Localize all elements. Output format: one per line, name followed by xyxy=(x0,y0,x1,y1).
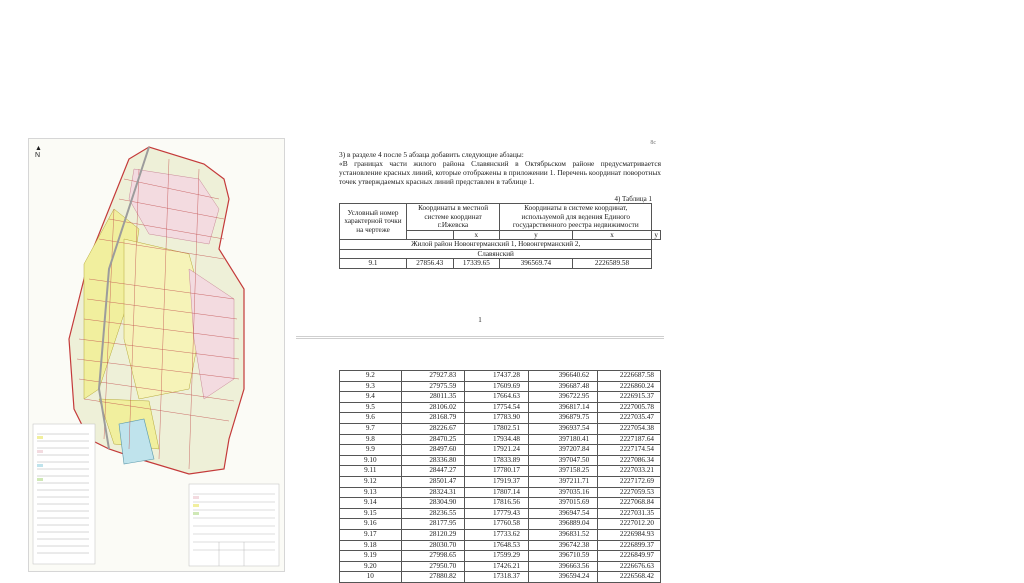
coordinates-table-header xyxy=(339,203,661,269)
cell-y-local: 17934.48 xyxy=(465,434,529,445)
north-label: N xyxy=(35,152,41,159)
table-row xyxy=(340,561,661,572)
district-name-line1: Жилой район Новонгерманский 1, Новонгерманский 2, xyxy=(340,240,652,250)
cell-x-local: 28324.31 xyxy=(401,487,465,498)
cell-x-state: 396594.24 xyxy=(528,572,597,583)
cell-point: 9.3 xyxy=(340,381,402,392)
coordinates-table-continued xyxy=(339,370,661,583)
cell-y-local: 17599.29 xyxy=(465,551,529,562)
cell-y-local: 17807.14 xyxy=(465,487,529,498)
cell-x-local: 28447.27 xyxy=(401,466,465,477)
cell-x-state: 397180.41 xyxy=(528,434,597,445)
table-row xyxy=(340,498,661,509)
cell-x-local: 28470.25 xyxy=(401,434,465,445)
cell-y-state: 2227187.64 xyxy=(598,434,661,445)
cell-x-local: 27880.82 xyxy=(401,572,465,583)
table-row xyxy=(340,371,661,382)
cell-x-local: 28030.70 xyxy=(401,540,465,551)
cell-x-state: 396817.14 xyxy=(528,402,597,413)
district-name-line2: Славянский xyxy=(340,249,652,259)
cell-point: 9.11 xyxy=(340,466,402,477)
cell-point: 9.13 xyxy=(340,487,402,498)
cell-point: 9.16 xyxy=(340,519,402,530)
cell-x-state: 396947.54 xyxy=(528,508,597,519)
cell-x-local: 28177.95 xyxy=(401,519,465,530)
header-local-coords: Координаты в местной системе координат г.Ижевска xyxy=(407,204,500,231)
map-legend xyxy=(33,424,95,564)
cell-y-state: 2227005.78 xyxy=(598,402,661,413)
table-row xyxy=(340,487,661,498)
table-row xyxy=(340,476,661,487)
cell-x-state: 396687.48 xyxy=(528,381,597,392)
cell-y-local: 17426.21 xyxy=(465,561,529,572)
cell-x-state: 397158.25 xyxy=(528,466,597,477)
cell-y-local: 17779.43 xyxy=(465,508,529,519)
cell-x-state: 396937.54 xyxy=(528,423,597,434)
table-row xyxy=(340,540,661,551)
cell-x-local: 28497.60 xyxy=(401,445,465,456)
cell-y-state: 2226568.42 xyxy=(598,572,661,583)
cell-y-local: 17437.28 xyxy=(465,371,529,382)
cell-x-state: 396710.59 xyxy=(528,551,597,562)
cell-y-state: 2227031.35 xyxy=(598,508,661,519)
cell-x-state: 397207.84 xyxy=(528,445,597,456)
cell-y-state: 2226899.37 xyxy=(598,540,661,551)
cell-y-local: 17754.54 xyxy=(465,402,529,413)
cell-point: 10 xyxy=(340,572,402,583)
cell-x-state: 397015.69 xyxy=(528,498,597,509)
cell-point: 9.1 xyxy=(340,259,407,269)
cell-y-state: 2227174.54 xyxy=(598,445,661,456)
header-y-local: y xyxy=(500,230,572,240)
amendment-paragraph: «В границах части жилого района Славянский в Октябрьском районе предусматривается установление красных линий, которые отображены в приложении 1. Перечень координат поворотных точек утверждаемых красных линий представлен в таблице 1. xyxy=(339,159,661,186)
cell-x-local: 28226.67 xyxy=(401,423,465,434)
cell-point: 9.19 xyxy=(340,551,402,562)
cell-point: 9.17 xyxy=(340,529,402,540)
cell-point: 9.15 xyxy=(340,508,402,519)
cell-x-state: 396569.74 xyxy=(500,259,572,269)
title-block xyxy=(189,484,279,566)
cell-point: 9.20 xyxy=(340,561,402,572)
cell-y-local: 17816.56 xyxy=(465,498,529,509)
cell-x-local: 28011.35 xyxy=(401,392,465,403)
cell-y-local: 17783.90 xyxy=(465,413,529,424)
table-row xyxy=(340,259,661,269)
cell-x-local: 28106.02 xyxy=(401,402,465,413)
header-point-number: Условный номер характерной точки на чертеже xyxy=(340,204,407,240)
cell-x-state: 396722.95 xyxy=(528,392,597,403)
cell-y-state: 2226984.93 xyxy=(598,529,661,540)
cell-x-state: 396742.38 xyxy=(528,540,597,551)
table-row xyxy=(340,529,661,540)
table-row xyxy=(340,434,661,445)
cell-y-local: 17919.37 xyxy=(465,476,529,487)
cell-y-local: 17609.69 xyxy=(465,381,529,392)
cell-y-state: 2227012.20 xyxy=(598,519,661,530)
cell-point: 9.2 xyxy=(340,371,402,382)
table-row xyxy=(340,381,661,392)
table-row xyxy=(340,402,661,413)
table-row xyxy=(340,519,661,530)
cell-x-local: 27950.70 xyxy=(401,561,465,572)
cell-x-state: 396640.62 xyxy=(528,371,597,382)
north-arrow-icon: ▲ xyxy=(35,145,42,152)
header-y-state: y xyxy=(652,230,661,240)
cell-y-state: 2227059.53 xyxy=(598,487,661,498)
cell-y-local: 17833.89 xyxy=(465,455,529,466)
cell-x-state: 396889.04 xyxy=(528,519,597,530)
cell-y-state: 2227086.34 xyxy=(598,455,661,466)
document-page-bottom xyxy=(296,338,664,581)
cell-y-state: 2227033.21 xyxy=(598,466,661,477)
cell-y-local: 17921.24 xyxy=(465,445,529,456)
cell-point: 9.10 xyxy=(340,455,402,466)
planning-map-drawing xyxy=(29,139,284,571)
cell-x-state: 396663.56 xyxy=(528,561,597,572)
table-row xyxy=(340,445,661,456)
cell-point: 9.5 xyxy=(340,402,402,413)
cell-x-state: 397047.50 xyxy=(528,455,597,466)
cell-x-state: 397211.71 xyxy=(528,476,597,487)
cell-y-local: 17802.51 xyxy=(465,423,529,434)
cell-x-local: 28168.79 xyxy=(401,413,465,424)
cell-point: 9.14 xyxy=(340,498,402,509)
cell-y-state: 2227172.69 xyxy=(598,476,661,487)
page-mark: 8с xyxy=(650,140,656,146)
header-x-local: x xyxy=(453,230,500,240)
cell-x-local: 27975.59 xyxy=(401,381,465,392)
header-x-state: x xyxy=(572,230,652,240)
cell-x-state: 396879.75 xyxy=(528,413,597,424)
cell-y-state: 2226915.37 xyxy=(598,392,661,403)
cell-y-state: 2226676.63 xyxy=(598,561,661,572)
table-row xyxy=(340,455,661,466)
cell-x-local: 27856.43 xyxy=(407,259,454,269)
cell-point: 9.4 xyxy=(340,392,402,403)
cell-y-state: 2227068.84 xyxy=(598,498,661,509)
cell-x-local: 28120.29 xyxy=(401,529,465,540)
cell-x-local: 27927.83 xyxy=(401,371,465,382)
table-row xyxy=(340,572,661,583)
cell-y-local: 17664.63 xyxy=(465,392,529,403)
cell-point: 9.18 xyxy=(340,540,402,551)
table-caption: 4) Таблица 1 xyxy=(614,195,652,203)
cell-y-local: 17648.53 xyxy=(465,540,529,551)
cell-y-state: 2226687.58 xyxy=(598,371,661,382)
cell-y-local: 17318.37 xyxy=(465,572,529,583)
north-arrow xyxy=(35,145,42,159)
cell-point: 9.8 xyxy=(340,434,402,445)
table-row xyxy=(340,392,661,403)
cell-y-state: 2226589.58 xyxy=(572,259,652,269)
cell-y-local: 17780.17 xyxy=(465,466,529,477)
cell-point: 9.7 xyxy=(340,423,402,434)
cell-x-state: 397035.16 xyxy=(528,487,597,498)
cell-x-local: 28501.47 xyxy=(401,476,465,487)
cell-x-local: 28236.55 xyxy=(401,508,465,519)
cell-y-local: 17339.65 xyxy=(453,259,500,269)
table-row xyxy=(340,508,661,519)
table-row xyxy=(340,551,661,562)
header-blank xyxy=(407,230,454,240)
cell-y-state: 2227054.38 xyxy=(598,423,661,434)
cell-y-state: 2226849.97 xyxy=(598,551,661,562)
cell-x-local: 28336.80 xyxy=(401,455,465,466)
table-row xyxy=(340,466,661,477)
cell-y-local: 17733.62 xyxy=(465,529,529,540)
amendment-intro: 3) в разделе 4 после 5 абзаца добавить следующие абзацы: xyxy=(339,150,524,159)
document-page-top xyxy=(296,140,664,337)
cell-point: 9.9 xyxy=(340,445,402,456)
table-row xyxy=(340,423,661,434)
cell-x-state: 396831.52 xyxy=(528,529,597,540)
header-state-coords: Координаты в системе координат, используемой для ведения Единого государственного реестра недвижимости xyxy=(500,204,652,231)
cell-point: 9.12 xyxy=(340,476,402,487)
cell-y-local: 17760.58 xyxy=(465,519,529,530)
planning-map-sheet xyxy=(28,138,285,572)
table-row xyxy=(340,413,661,424)
cell-x-local: 28304.90 xyxy=(401,498,465,509)
cell-point: 9.6 xyxy=(340,413,402,424)
cell-y-state: 2227035.47 xyxy=(598,413,661,424)
page-number: 1 xyxy=(478,316,482,324)
cell-y-state: 2226860.24 xyxy=(598,381,661,392)
cell-x-local: 27998.65 xyxy=(401,551,465,562)
